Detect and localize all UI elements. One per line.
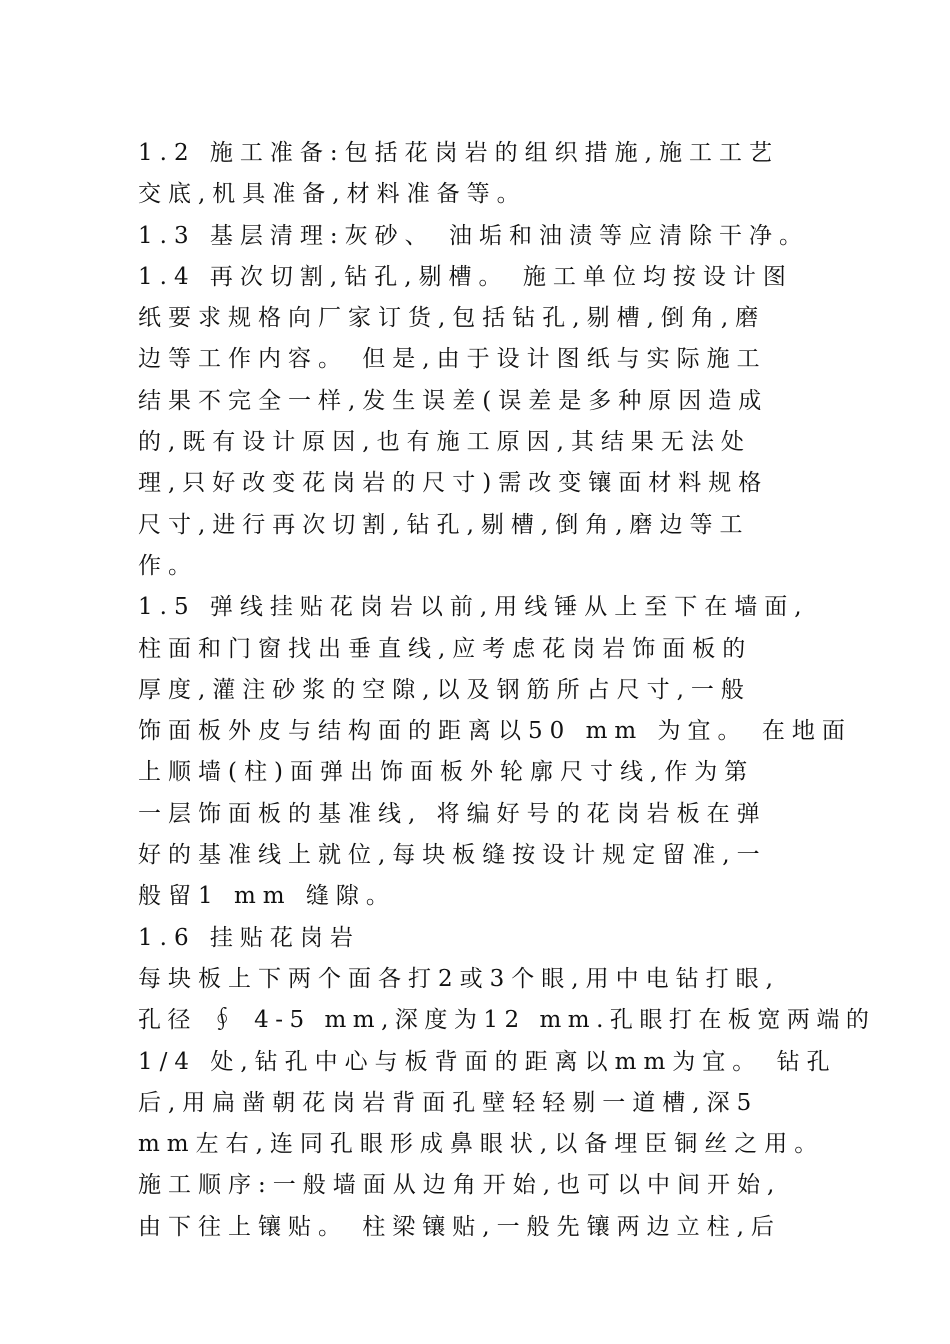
text-line: 作。 [138,552,198,579]
text-line: 1.4 再次切割,钻孔,剔槽。 施工单位均按设计图 [138,263,793,290]
text-line: 尺寸,进行再次切割,钻孔,剔槽,倒角,磨边等工 [138,511,750,538]
text-line: 理,只好改变花岗岩的尺寸)需改变镶面材料规格 [138,470,769,497]
text-line: 好的基准线上就位,每块板缝按设计规定留准,一 [138,842,767,869]
text-line: 1/4 处,钻孔中心与板背面的距离以mm为宜。 钻孔 [138,1048,837,1075]
text-line: 饰面板外皮与结构面的距离以50 mm 为宜。 在地面 [138,718,852,745]
text-line: 孔径 ∮ 4-5 mm,深度为12 mm.孔眼打在板宽两端的 [138,1007,876,1034]
text-line: 厚度,灌注砂浆的空隙,以及钢筋所占尺寸,一般 [138,676,751,703]
text-line: 柱面和门窗找出垂直线,应考虑花岗岩饰面板的 [138,635,753,662]
text-line: 边等工作内容。 但是,由于设计图纸与实际施工 [138,346,767,373]
text-line: 1.6 挂贴花岗岩 [138,924,360,951]
text-line: 1.2 施工准备:包括花岗岩的组织措施,施工工艺 [138,140,779,166]
text-line: 1.5 弹线挂贴花岗岩以前,用线锤从上至下在墙面, [138,594,809,621]
text-line: 1.3 基层清理:灰砂、 油垢和油渍等应清除干净。 [138,222,809,249]
text-line: 纸要求规格向厂家订货,包括钻孔,剔槽,倒角,磨 [138,305,766,332]
text-line: 由下往上镶贴。 柱梁镶贴,一般先镶两边立柱,后 [138,1213,781,1240]
text-line: 结果不完全一样,发生误差(误差是多种原因造成 [138,387,769,414]
text-line: 后,用扁凿朝花岗岩背面孔壁轻轻剔一道槽,深5 [138,1089,759,1116]
text-line: 般留1 mm 缝隙。 [138,883,396,910]
text-line: 交底,机具准备,材料准备等。 [138,181,527,208]
text-line: 施工顺序:一般墙面从边角开始,也可以中间开始, [138,1172,782,1199]
document-body [138,133,878,1248]
text-line: 上顺墙(柱)面弹出饰面板外轮廓尺寸线,作为第 [138,759,755,786]
text-line: 每块板上下两个面各打2或3个眼,用中电钻打眼, [138,965,780,992]
text-line: 一层饰面板的基准线, 将编好号的花岗岩板在弹 [138,800,767,827]
text-line: mm左右,连同孔眼形成鼻眼状,以备埋臣铜丝之用。 [138,1131,825,1158]
text-line: 的,既有设计原因,也有施工原因,其结果无法处 [138,429,751,456]
